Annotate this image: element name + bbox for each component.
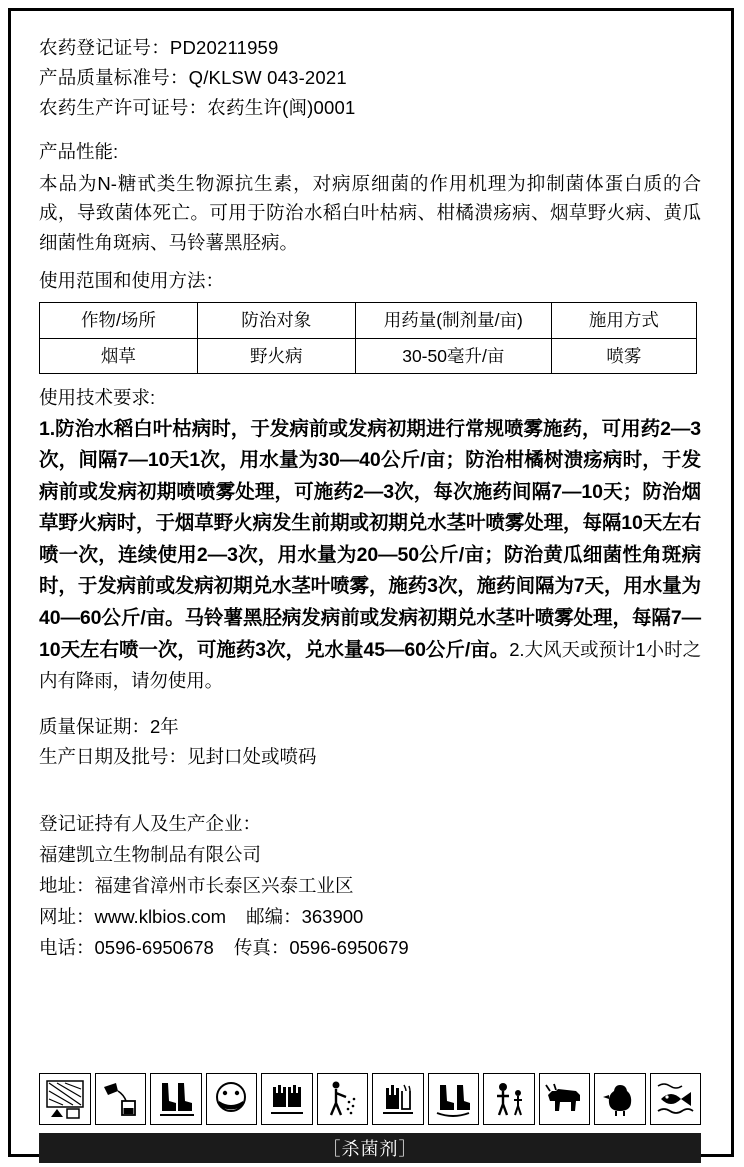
- company-address: 地址：福建省漳州市长泰区兴泰工业区: [39, 874, 354, 896]
- quality-standard-number: 产品质量标准号：Q/KLSW 043-2021: [39, 66, 347, 88]
- company-contact-line-1: [39, 901, 701, 932]
- product-category-label: ［杀菌剂］: [322, 1139, 418, 1159]
- col-method: 施用方式: [551, 303, 696, 339]
- pouring-liquid-icon: [95, 1073, 147, 1125]
- table-header-row: [40, 303, 697, 339]
- label-page: [8, 8, 734, 1157]
- keep-away-children-icon: [483, 1073, 535, 1125]
- technique-tail: 2.大风天或预计1小时之内有降雨，请勿使用。: [39, 638, 701, 692]
- company-postcode: 邮编：363900: [246, 905, 364, 927]
- spreading-granules-icon: [317, 1073, 369, 1125]
- wear-gloves-icon: [261, 1073, 313, 1125]
- harmful-to-fish-icon: [650, 1073, 702, 1125]
- keep-away-poultry-icon: [594, 1073, 646, 1125]
- company-title: 登记证持有人及生产企业：: [39, 812, 262, 834]
- warranty-period: 质量保证期：2年: [39, 715, 179, 737]
- cell-target: 野火病: [197, 338, 355, 374]
- technique-title: 使用技术要求:: [39, 387, 156, 408]
- col-dosage: 用药量(制剂量/亩): [355, 303, 551, 339]
- company-block: [39, 808, 701, 963]
- cell-crop: 烟草: [40, 338, 198, 374]
- company-phone: 电话：0596-6950678: [39, 937, 214, 959]
- table-row: [40, 338, 697, 374]
- production-batch: 生产日期及批号：见封口处或喷码: [39, 745, 317, 767]
- performance-title: 产品性能:: [39, 140, 119, 162]
- wear-respirator-icon: [206, 1073, 258, 1125]
- cell-method: 喷雾: [551, 338, 696, 374]
- technique-main: 1.防治水稻白叶枯病时，于发病前或发病初期进行常规喷雾施药，可用药2—3次，间隔7—10天1次，用水量为30—40公斤/亩；防治柑橘树溃疡病时，于发病前或发病初期喷喷雾处理，可施药2—3次，每次施药间隔7—10天；防治烟草野火病时，于烟草野火病发生前期或初期兑水茎叶喷雾处理，每隔10天左右喷一次，连续使用2—3次，用水量为20—50公斤/亩；防治黄瓜细菌性角斑病时，于发病前或发病初期兑水茎叶喷雾，施药3次，施药间隔为7天，用水量为40—60公斤/亩。马铃薯黑胫病发病前或发病初期兑水茎叶喷雾处理，每隔7—10天左右喷一次，可施药3次，兑水量45—60公斤/亩。: [39, 417, 701, 661]
- quality-block: [39, 712, 701, 772]
- cell-dosage: 30-50毫升/亩: [355, 338, 551, 374]
- wear-boots-icon: [150, 1073, 202, 1125]
- registration-block: [39, 33, 701, 123]
- label-content: [39, 33, 701, 963]
- mixing-loading-icon: [39, 1073, 91, 1125]
- production-license-number: 农药生产许可证号：农药生许(闽)0001: [39, 96, 356, 118]
- col-crop: 作物/场所: [40, 303, 198, 339]
- technique-text: [39, 414, 701, 698]
- keep-away-livestock-icon: [539, 1073, 591, 1125]
- wash-hands-icon: [372, 1073, 424, 1125]
- company-contact-line-2: [39, 932, 701, 963]
- usage-range-title: 使用范围和使用方法：: [39, 270, 225, 292]
- pictogram-row: [39, 1073, 701, 1125]
- company-website: 网址：www.klbios.com: [39, 905, 227, 927]
- wash-boots-icon: [428, 1073, 480, 1125]
- performance-text: 本品为N-糖甙类生物源抗生素，对病原细菌的作用机理为抑制菌体蛋白质的合成，导致菌体死亡。可用于防治水稻白叶枯病、柑橘溃疡病、烟草野火病、黄瓜细菌性角斑病、马铃薯黑胫病。: [39, 172, 701, 254]
- company-fax: 传真：0596-6950679: [233, 937, 409, 959]
- product-category-banner: [39, 1133, 701, 1163]
- usage-table: [39, 302, 697, 374]
- company-name: 福建凯立生物制品有限公司: [39, 843, 262, 865]
- registration-number: 农药登记证号：PD20211959: [39, 37, 279, 58]
- col-target: 防治对象: [197, 303, 355, 339]
